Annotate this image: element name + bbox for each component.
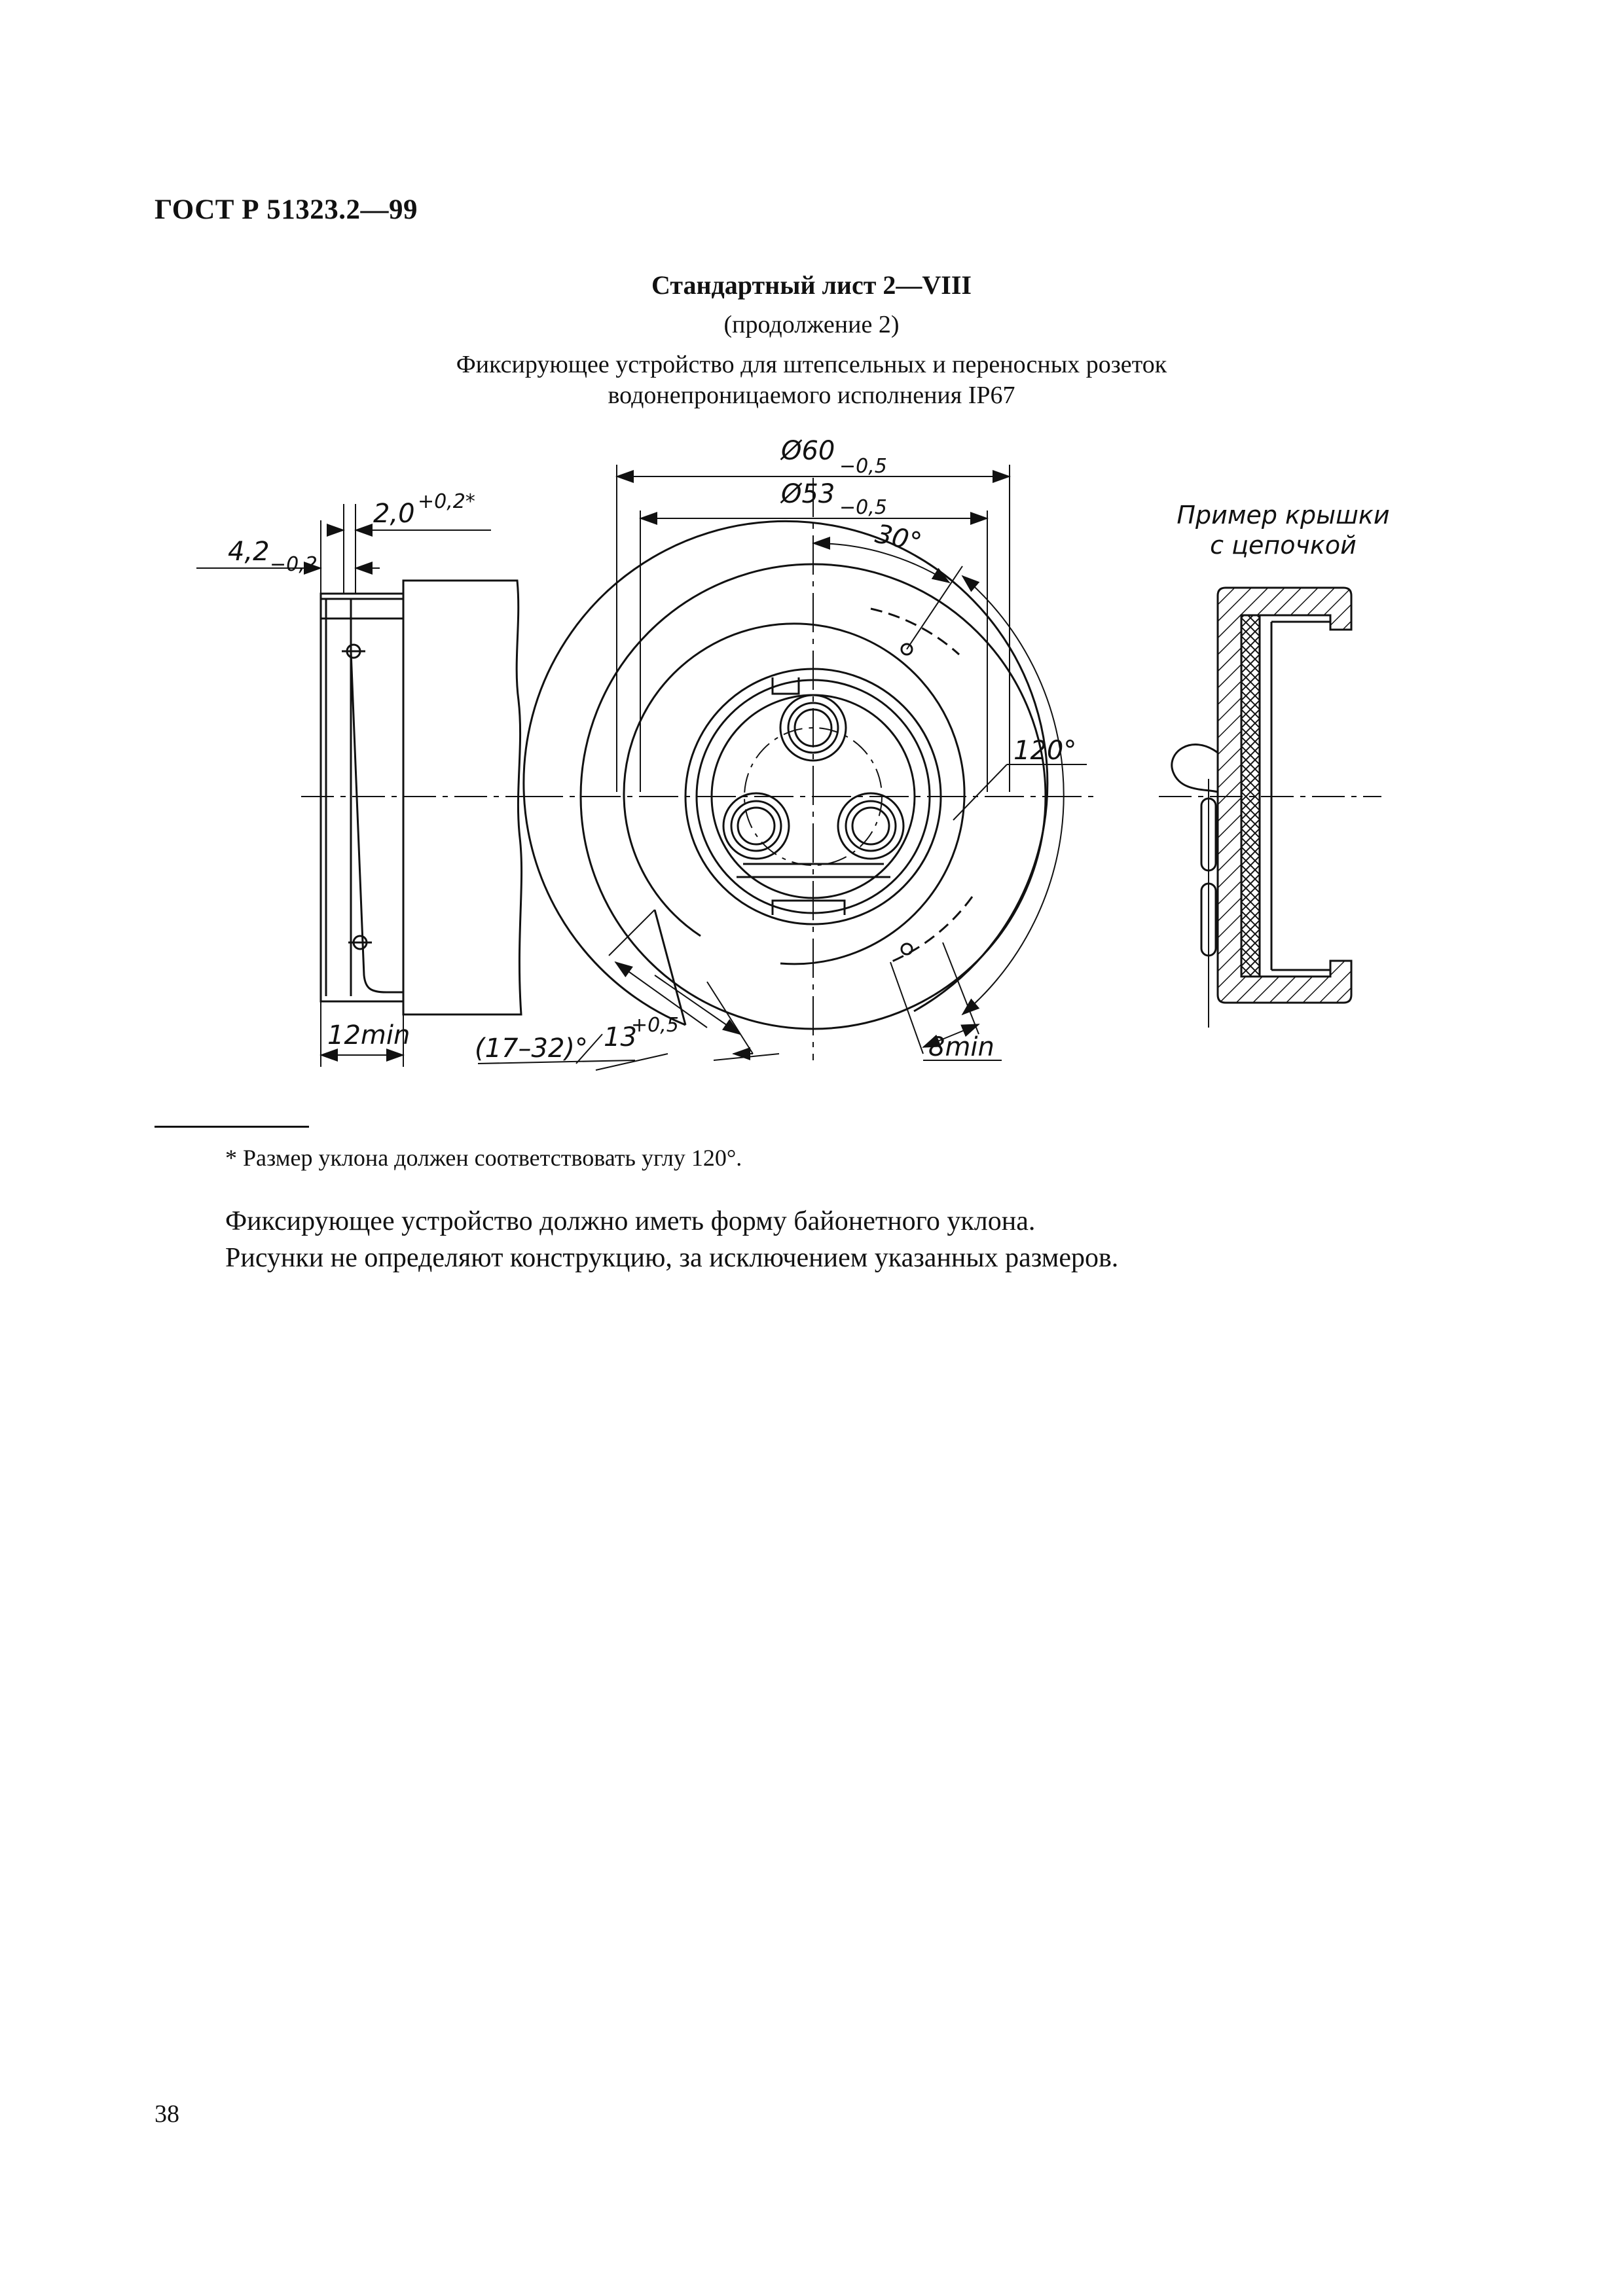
sheet-subtitle: (продолжение 2)	[723, 311, 900, 338]
dim-diameter-60-tolerance: −0,5	[839, 455, 887, 478]
body-paragraph-2: Рисунки не определяют конструкцию, за исключением указанных размеров.	[225, 1243, 1119, 1273]
dim-diameter-53-tolerance: −0,5	[839, 496, 887, 519]
sheet-description	[0, 350, 1623, 411]
dim-2-0: 2,0	[373, 499, 415, 529]
cap-caption-line2: с цепочкой	[1210, 531, 1357, 560]
dim-4-2-tolerance: −0,2	[270, 553, 318, 576]
dim-4-2: 4,2	[228, 537, 270, 567]
sheet-description-line2: водонепроницаемого исполнения IP67	[608, 382, 1015, 409]
dim-angle-30: 30°	[872, 518, 924, 558]
body-paragraph-1: Фиксирующее устройство должно иметь форму байонетного уклона.	[225, 1206, 1036, 1236]
document-code: ГОСТ Р 51323.2—99	[155, 194, 418, 225]
dim-diameter-60: Ø60	[781, 436, 835, 466]
dim-13-tolerance: +0,5	[631, 1014, 679, 1037]
cap-view	[1159, 588, 1381, 1028]
technical-drawing	[196, 425, 1427, 1093]
dim-13: 13	[604, 1022, 637, 1052]
side-view	[196, 504, 537, 1067]
dim-angle-17-32: (17–32)°	[475, 1033, 589, 1064]
sheet-title: Стандартный лист 2—VIII	[651, 270, 972, 300]
dim-2-0-tolerance: +0,2*	[418, 490, 475, 513]
page-number: 38	[155, 2100, 179, 2128]
cap-caption-line1: Пример крышки	[1176, 501, 1390, 529]
dim-diameter-53: Ø53	[781, 479, 835, 509]
dim-8min: 8min	[928, 1032, 994, 1062]
dim-angle-120: 120°	[1013, 736, 1077, 766]
sheet-description-line1: Фиксирующее устройство для штепсельных и переносных розеток	[456, 351, 1167, 378]
front-view	[478, 465, 1100, 1070]
footnote: * Размер уклона должен соответствовать углу 120°.	[225, 1145, 742, 1171]
dim-12min: 12min	[327, 1020, 410, 1050]
footnote-divider	[155, 1126, 309, 1128]
